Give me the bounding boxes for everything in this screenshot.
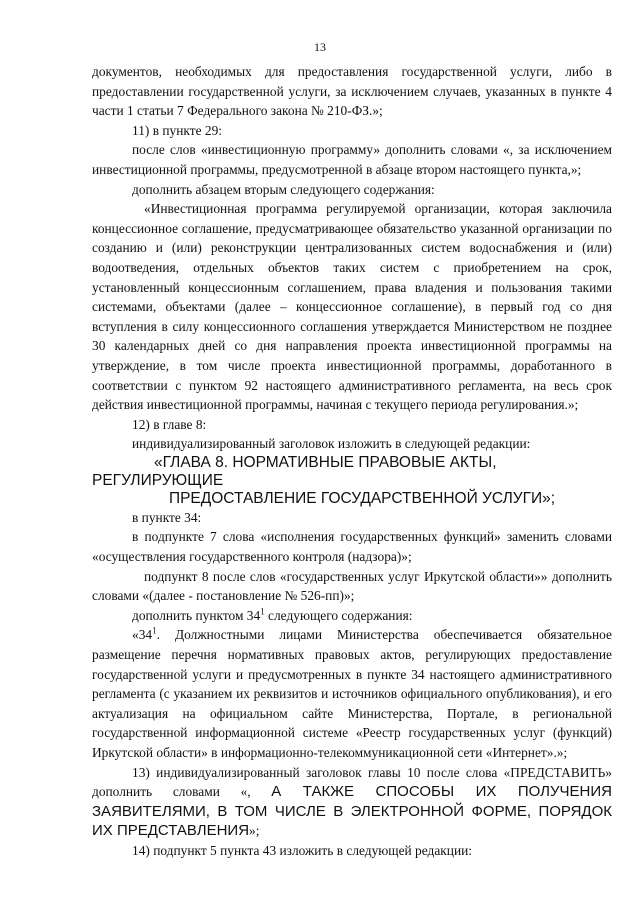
paragraph-subitem-8: подпункт 8 после слов «государственных услуг Иркутской области»» дополнить словами «(далее - постановление № 526-пп)»;	[92, 568, 612, 604]
paragraph-subitem-7: в подпункте 7 слова «исполнения государственных функций» заменить словами «осуществления государственного контроля (надзора)»;	[92, 529, 612, 565]
paragraph-item-13: 13) индивидуализированный заголовок главы 10 после слова «ПРЕДСТАВИТЬ» дополнить словами «, А ТАКЖЕ СПОСОБЫ ИХ ПОЛУЧЕНИЯ ЗАЯВИТЕЛЯМИ, В ТОМ ЧИСЛЕ В ЭЛЕКТРОННОЙ ФОРМЕ, ПОРЯДОК ИХ ПРЕДСТАВЛЕНИЯ»;	[92, 764, 612, 840]
paragraph-heading-edit: индивидуализированный заголовок изложить в следующей редакции:	[132, 436, 531, 452]
paragraph-add-second: дополнить абзацем вторым следующего содержания:	[132, 181, 435, 197]
document-body	[92, 62, 612, 861]
paragraph-item-34-1-text: «$34^1$. Должностными лицами Министерства обеспечивается обязательное размещение перечня нормативных правовых актов, регулирующих предоставление государственной услуги и предусмотренных в пункте 34 настоящего административного регламента (с указанием их реквизитов и источников официального опубликования), и его актуализация на официальном сайте Министерства, Портале, в региональной государственной информационной системе «Реестр государственных услуг (функций) Иркутской области» в информационно-телекоммуникационной сети «Интернет».»;	[92, 625, 612, 760]
page-number: 13	[314, 40, 326, 54]
paragraph-investment-program: «Инвестиционная программа регулируемой организации, которая заключила концессионное соглашение, предусматривающее обязательство указанной организации по созданию и (или) реконструкции централизованных систем водоснабжения и (или) водоотведения, отдельных объектов таких систем с приобретением на срок, установленный концессионным соглашением, права владения и пользования такими системами, объектами (далее – концессионное соглашение), в первый год со дня вступления в силу концессионного соглашения утверждается Министерством не позднее 30 календарных дней со дня направления проекта инвестиционной программы на утверждение, в том числе проекта инвестиционной программы, доработанного в соответствии с пунктом 92 настоящего административного регламента, на весь срок действия инвестиционной программы, начиная с текущего периода регулирования.»;	[92, 201, 612, 413]
chapter-8-title-line2: ПРЕДОСТАВЛЕНИЕ ГОСУДАРСТВЕННОЙ УСЛУГИ»;	[168, 489, 556, 507]
paragraph-item-14: 14) подпункт 5 пункта 43 изложить в следующей редакции:	[132, 842, 472, 858]
paragraph-after-words: после слов «инвестиционную программу» дополнить словами «, за исключением инвестиционной программы, предусмотренной в абзаце втором настоящего пункта,»;	[92, 142, 612, 177]
item-12-heading: 12) в главе 8:	[132, 416, 207, 432]
item-11-heading: 11) в пункте 29:	[132, 122, 222, 138]
chapter-8-title-line1: «ГЛАВА 8. НОРМАТИВНЫЕ ПРАВОВЫЕ АКТЫ, РЕГУЛИРУЮЩИЕ	[92, 453, 497, 489]
paragraph-add-item-34-1: дополнить пунктом $34^1$ следующего содержания:	[132, 606, 413, 623]
paragraph-item-34: в пункте 34:	[132, 509, 202, 525]
paragraph-continuation: документов, необходимых для предоставления государственной услуги, либо в предоставлении государственной услуги, за исключением случаев, указанных в пункте 4 части 1 статьи 7 Федерального закона № 210-ФЗ.»;	[92, 64, 612, 119]
